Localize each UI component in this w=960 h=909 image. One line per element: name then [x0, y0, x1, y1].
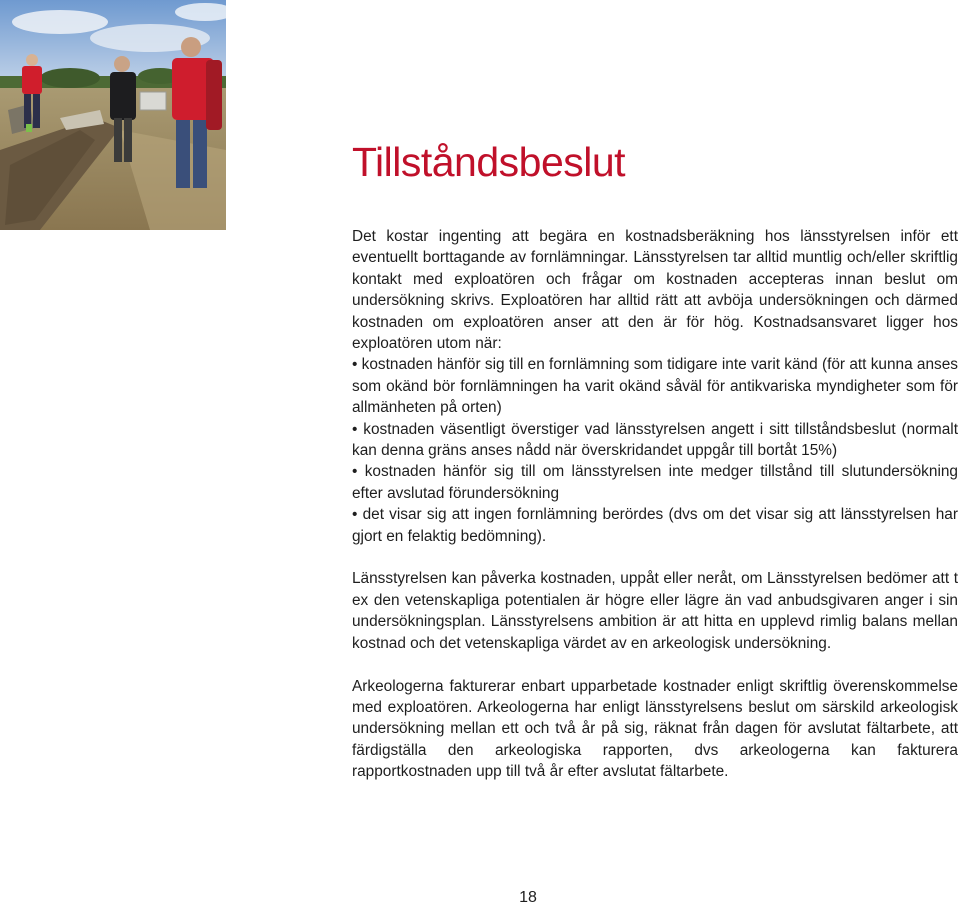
bullet-item: • kostnaden väsentligt överstiger vad länsstyrelsen angett i sitt tillståndsbeslut (normalt kan denna gräns anses nådd när överskridandet uppgår till bortåt 15%) [352, 421, 958, 459]
page-number: 18 [519, 889, 537, 906]
page-title: Tillståndsbeslut [352, 139, 626, 185]
body-text [352, 226, 958, 783]
paragraph-intro: Det kostar ingenting att begära en kostnadsberäkning hos länsstyrelsen inför ett eventuellt borttagande av fornlämningar. Länsstyrelsen tar alltid muntlig och/eller skriftlig kontakt med exploatören och frågar om kostnaden accepteras innan beslut om undersökning skrivs. Exploatören har alltid rätt att avböja undersökningen och därmed kostnaden om exploatören anser att den är för hög. Kostnadsansvaret ligger hos exploatören utom när: [352, 228, 958, 353]
paragraph-cost-responsibility [352, 226, 958, 547]
bullet-item: • det visar sig att ingen fornlämning berördes (dvs om det visar sig att länsstyrelsen har gjort en felaktig bedömning). [352, 506, 958, 544]
excavation-photo [0, 0, 226, 230]
bullet-item: • kostnaden hänför sig till en fornlämning som tidigare inte varit känd (för att kunna anses som okänd bör fornlämningen ha varit okänd såväl för antikvariska myndigheter som för allmänheten på orten) [352, 356, 958, 416]
paragraph-influence: Länsstyrelsen kan påverka kostnaden, uppåt eller neråt, om Länsstyrelsen bedömer att t ex den vetenskapliga potentialen är högre eller lägre än vad anbudsgivaren anger i sin undersökningsplan. Länsstyrelsens ambition är att hitta en upplevd rimlig balans mellan kostnad och det vetenskapliga värdet av en arkeologisk undersökning. [352, 570, 958, 652]
paragraph-invoicing: Arkeologerna fakturerar enbart upparbetade kostnader enligt skriftlig överenskommelse med exploatören. Arkeologerna har enligt länsstyrelsens beslut om särskild arkeologisk undersökning mellan ett och två år på sig, räknat från dagen för avslutat fältarbete, att färdigställa den arkeologiska rapporten, dvs arkeologerna kan fakturera rapportkostnaden upp till två år efter avslutat fältarbete. [352, 677, 958, 781]
bullet-item: • kostnaden hänför sig till om länsstyrelsen inte medger tillstånd till slutundersökning efter avslutad förundersökning [352, 463, 958, 501]
